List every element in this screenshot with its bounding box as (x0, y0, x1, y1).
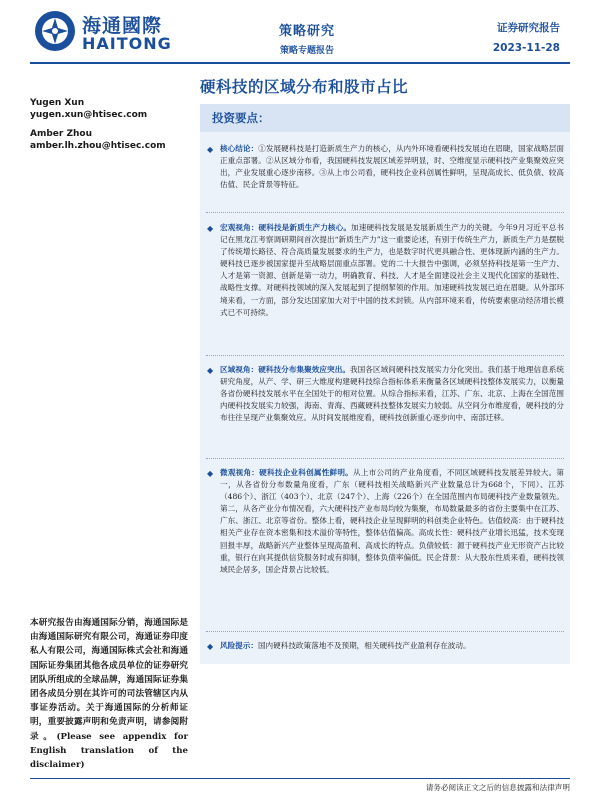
point-lead: 宏观视角： (220, 223, 259, 232)
summary-point (206, 222, 564, 319)
author-email[interactable]: amber.lh.zhou@htisec.com (30, 141, 166, 151)
haitong-logo-icon (34, 10, 76, 52)
point-lead: 微观视角： (220, 468, 260, 477)
page-title: 硬科技的区域分布和股市占比 (200, 77, 409, 96)
point-text: ①发展硬科技是打造新质生产力的核心，从内外环境看硬科技发展迫在眉睫，国家战略层面正重点部署。②从区域分布看，我国硬科技发展区域差异明显，时、空维度显示硬科技产业集聚效应突出，产业发展重心逐步南移。③从上市公司看，硬科技企业科创属性鲜明，呈现高成长、低负债、较高估值、民企背景等特征。 (220, 144, 565, 190)
footer-divider (30, 778, 570, 779)
point-text: 国内硬科技政策落地不及预期，相关硬科技产业盈利存在波动。 (257, 641, 471, 650)
summary-heading: 投资要点： (212, 111, 270, 125)
haitong-logo (34, 8, 204, 54)
summary-point (206, 143, 564, 191)
author-email[interactable]: yugen.xun@htisec.com (30, 110, 148, 120)
disclaimer-text: 本研究报告由海通国际分销，海通国际是由海通国际研究有限公司，海通证券印度私人有限公司，海通国际株式会社和海通国际证券集团其他各成员单位的证券研究团队所组成的全球品牌，海通国际证券集团各成员分别在其许可的司法管辖区内从事证券活动。关于海通国际的分析师证明，重要披露声明和免责声明，请参阅附录。(Please see appendix for English translation of the disclaimer) (30, 618, 188, 771)
point-highlight: 硬科技是新质生产力核心。 (258, 223, 352, 232)
summary-point (206, 640, 564, 652)
report-category: 证券研究报告 (497, 22, 560, 34)
divider (206, 631, 564, 632)
divider (206, 458, 564, 459)
report-subtype: 策略专题报告 (279, 46, 334, 56)
footer-notice: 请务必阅读正文之后的信息披露和法律声明 (425, 783, 570, 792)
brand-name-cn: 海通國際 (82, 15, 163, 37)
author-name: Yugen Xun (30, 98, 85, 108)
point-highlight: 硬科技分布集聚效应突出。 (258, 365, 350, 374)
divider (206, 212, 564, 213)
bullet-icon: ◆ (207, 224, 214, 233)
summary-heading-bar (200, 104, 570, 132)
bullet-icon: ◆ (207, 366, 214, 375)
summary-point (206, 364, 564, 424)
point-text: 我国各区域间硬科技发展实力分化突出。我们基于地理信息系统研究角度，从产、学、研三大维度构建硬科技综合指标体系来衡量各区域硬科技整体发展实力，以衡量各省份硬科技发展水平在全国处于的相对位置。从综合指标来看，江苏、广东、北京、上海在全国范围内硬科技发展实力较强，海南、青海、西藏硬科技整体发展实力较弱。从空间分布维度看，硬科技的分布往往呈现产业集聚效应。从时间发展维度看，硬科技创新重心逐步向中、南部迁移。 (220, 365, 565, 423)
point-highlight: 硬科技企业科创属性鲜明。 (259, 468, 354, 477)
point-text: 加速硬科技发展是发展新质生产力的关键。今年9月习近平总书记在黑龙江考察调研期间首次提出“新质生产力”这一重要论述，有别于传统生产力，新质生产力是摆脱了传统增长路径、符合高质量发展要求的生产力，也是数字时代更具融合性、更体现新内涵的生产力。硬科技已逐步被国家提升至战略层面重点部署。党的二十大报告中强调，必须坚持科技是第一生产力、人才是第一资源、创新是第一动力，明确教育、科技、人才是全面建设社会主义现代化国家的基础性、战略性支撑。对硬科技领域的深入发展起到了提纲挈领的作用。加速硬科技发展已迫在眉睫。从外部环境来看，一方面，部分发达国家加大对于中国的技术封锁。从内部环境来看，传统要素驱动经济增长模式已不可持续。 (220, 223, 565, 317)
report-type: 策略研究 (278, 24, 335, 39)
point-lead: 风险提示： (220, 641, 258, 650)
author-name: Amber Zhou (30, 129, 92, 139)
point-lead: 核心结论： (220, 144, 259, 153)
summary-point (206, 467, 564, 576)
divider (206, 355, 564, 356)
point-text: 从上市公司的产业角度看，不同区域硬科技发展差异较大。第一，从各省份分布数量角度看，广东（硬科技相关战略新兴产业数量总计为668个，下同）、江苏（486个）、浙江（403个）、北京（247个）、上海（226个）在全国范围内布局硬科技产业数量领先。第二，从各产业分布情况看，六大硬科技产业布局均较为集聚，布局数量最多的省份主要集中在江苏、广东、浙江、北京等省份。整体上看，硬科技企业呈现鲜明的科创类企业特色。估值较高：由于硬科技相关产业存在资本密集和技术溢价等特性，整体估值偏高。高成长性：硬科技产业增长迅猛，技术变现回报丰厚，战略新兴产业整体呈现高盈利、高成长的特点。负债较低：源于硬科技产业无形资产占比较重，银行在向其提供信贷服务时或有抑制，整体负债率偏低。民企背景：从大股东性质来看，硬科技领域民企居多，国企背景占比较低。 (220, 468, 565, 574)
brand-name-en: HAITONG (82, 34, 172, 53)
bullet-icon: ◆ (207, 469, 214, 478)
bullet-icon: ◆ (207, 642, 214, 651)
report-date: 2023-11-28 (492, 42, 560, 54)
header-divider (30, 62, 570, 64)
point-lead: 区域视角： (220, 365, 259, 374)
bullet-icon: ◆ (207, 145, 214, 154)
